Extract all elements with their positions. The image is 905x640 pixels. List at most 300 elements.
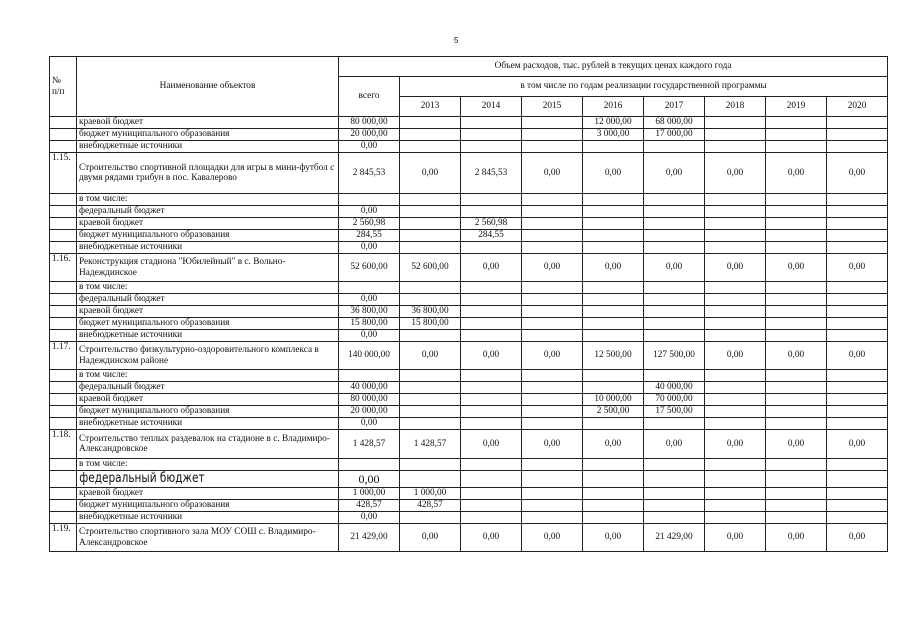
year-amount: 0,00 [461,254,522,282]
year-amount [522,330,583,342]
year-amount: 1 000,00 [400,488,461,500]
year-amount [766,294,827,306]
year-amount [522,382,583,394]
total-amount: 0,00 [339,471,400,488]
row-number [50,370,77,382]
table-row [50,117,888,129]
year-amount [827,117,888,129]
year-amount [522,488,583,500]
year-amount [644,141,705,153]
year-amount [583,194,644,206]
year-amount [461,318,522,330]
object-name: бюджет муниципального образования [77,129,339,141]
object-name: бюджет муниципального образования [77,500,339,512]
year-amount [522,141,583,153]
year-amount [400,471,461,488]
year-amount [583,141,644,153]
year-amount [644,306,705,318]
year-amount [522,282,583,294]
year-amount [644,330,705,342]
year-amount [400,206,461,218]
year-amount [827,394,888,406]
year-amount [461,141,522,153]
year-amount: 12 500,00 [583,342,644,370]
year-amount [461,194,522,206]
row-number: 1.19. [50,524,77,552]
table-row [50,370,888,382]
year-amount [400,330,461,342]
table-row [50,194,888,206]
total-amount: 0,00 [339,294,400,306]
year-amount: 0,00 [644,254,705,282]
table-row [50,418,888,430]
row-number [50,117,77,129]
total-amount: 15 800,00 [339,318,400,330]
year-amount: 0,00 [583,430,644,459]
total-amount: 2 560,98 [339,218,400,230]
year-amount: 3 000,00 [583,129,644,141]
row-number [50,206,77,218]
year-amount [522,471,583,488]
year-amount [705,117,766,129]
header-year: 2013 [400,97,461,117]
object-name: внебюджетные источники [77,242,339,254]
year-amount [705,418,766,430]
total-amount: 428,57 [339,500,400,512]
row-number [50,459,77,471]
year-amount: 0,00 [766,342,827,370]
year-amount [583,459,644,471]
year-amount [522,206,583,218]
year-amount [400,512,461,524]
object-name: федеральный бюджет [77,294,339,306]
year-amount [766,242,827,254]
year-amount [705,512,766,524]
object-name: внебюджетные источники [77,512,339,524]
year-amount [400,394,461,406]
year-amount: 12 000,00 [583,117,644,129]
year-amount: 0,00 [400,342,461,370]
row-number [50,129,77,141]
year-amount: 0,00 [522,342,583,370]
year-amount [522,129,583,141]
year-amount [583,471,644,488]
year-amount [583,242,644,254]
year-amount [522,242,583,254]
year-amount [522,418,583,430]
year-amount [583,282,644,294]
row-number [50,406,77,418]
year-amount: 0,00 [766,524,827,552]
year-amount [400,230,461,242]
table-row [50,459,888,471]
year-amount [705,330,766,342]
year-amount: 1 428,57 [400,430,461,459]
year-amount: 68 000,00 [644,117,705,129]
table-row [50,254,888,282]
year-amount [827,500,888,512]
year-amount [705,282,766,294]
object-name: краевой бюджет [77,117,339,129]
year-amount [766,206,827,218]
year-amount [827,406,888,418]
table-row [50,129,888,141]
total-amount: 36 800,00 [339,306,400,318]
year-amount [400,194,461,206]
year-amount [461,459,522,471]
year-amount: 17 500,00 [644,406,705,418]
year-amount [705,218,766,230]
row-number [50,330,77,342]
year-amount: 0,00 [766,430,827,459]
year-amount [766,306,827,318]
object-name: Строительство спортивного зала МОУ СОШ с. Владимиро-Александровское [77,524,339,552]
total-amount: 20 000,00 [339,129,400,141]
table-row [50,330,888,342]
year-amount [583,306,644,318]
row-number [50,512,77,524]
year-amount [461,294,522,306]
object-name: в том числе: [77,370,339,382]
year-amount [400,129,461,141]
table-row [50,218,888,230]
year-amount: 0,00 [522,254,583,282]
total-amount: 0,00 [339,206,400,218]
table-row [50,153,888,194]
year-amount [644,370,705,382]
year-amount [644,488,705,500]
table-row [50,242,888,254]
table-row [50,471,888,488]
year-amount [644,471,705,488]
year-amount [461,330,522,342]
row-number [50,500,77,512]
object-name: внебюджетные источники [77,141,339,153]
year-amount [522,512,583,524]
table-row [50,141,888,153]
year-amount [583,330,644,342]
year-amount [766,512,827,524]
year-amount: 2 500,00 [583,406,644,418]
total-amount: 80 000,00 [339,117,400,129]
year-amount [583,230,644,242]
object-name: внебюджетные источники [77,418,339,430]
year-amount [461,282,522,294]
object-name: Строительство физкультурно-оздоровительного комплекса в Надеждинском районе [77,342,339,370]
year-amount [400,242,461,254]
total-amount: 1 000,00 [339,488,400,500]
year-amount [705,306,766,318]
year-amount [827,242,888,254]
year-amount [705,459,766,471]
year-amount: 0,00 [705,153,766,194]
year-amount [461,488,522,500]
table-row [50,512,888,524]
year-amount [522,370,583,382]
year-amount [766,370,827,382]
year-amount [827,459,888,471]
row-number [50,394,77,406]
year-amount [522,394,583,406]
year-amount [461,512,522,524]
year-amount [766,141,827,153]
table-row [50,488,888,500]
year-amount [705,129,766,141]
total-amount: 2 845,53 [339,153,400,194]
year-amount: 0,00 [705,342,766,370]
row-number [50,382,77,394]
year-amount [583,294,644,306]
year-amount [461,370,522,382]
year-amount [766,382,827,394]
year-amount: 0,00 [827,254,888,282]
year-amount: 70 000,00 [644,394,705,406]
year-amount [705,318,766,330]
year-amount: 40 000,00 [644,382,705,394]
year-amount [705,406,766,418]
row-number [50,230,77,242]
year-amount [583,488,644,500]
year-amount [400,459,461,471]
year-amount [827,382,888,394]
year-amount: 0,00 [705,524,766,552]
year-amount [705,500,766,512]
table-body [50,117,888,552]
year-amount: 0,00 [827,430,888,459]
total-amount: 0,00 [339,141,400,153]
year-amount: 0,00 [461,430,522,459]
total-amount [339,459,400,471]
year-amount [461,418,522,430]
year-amount [400,141,461,153]
year-amount [827,330,888,342]
year-amount: 284,55 [461,230,522,242]
year-amount: 0,00 [522,524,583,552]
year-amount [766,230,827,242]
object-name: внебюджетные источники [77,330,339,342]
year-amount: 36 800,00 [400,306,461,318]
year-amount [766,500,827,512]
total-amount: 52 600,00 [339,254,400,282]
object-name: бюджет муниципального образования [77,406,339,418]
year-amount: 0,00 [522,430,583,459]
row-number [50,141,77,153]
year-amount [644,418,705,430]
year-amount: 0,00 [644,153,705,194]
year-amount [461,242,522,254]
year-amount: 0,00 [827,342,888,370]
year-amount: 428,57 [400,500,461,512]
year-amount: 0,00 [766,254,827,282]
year-amount [827,318,888,330]
header-year: 2019 [766,97,827,117]
year-amount [827,230,888,242]
row-number [50,218,77,230]
year-amount [400,282,461,294]
year-amount [827,306,888,318]
year-amount [827,370,888,382]
year-amount [644,294,705,306]
year-amount [644,218,705,230]
year-amount: 21 429,00 [644,524,705,552]
year-amount [583,218,644,230]
year-amount [522,459,583,471]
year-amount [400,294,461,306]
total-amount [339,194,400,206]
year-amount [522,306,583,318]
year-amount [400,406,461,418]
header-expenditure-group: Объем расходов, тыс. рублей в текущих ценах каждого года [339,57,888,77]
year-amount [461,406,522,418]
year-amount [705,382,766,394]
table-row [50,382,888,394]
row-number [50,294,77,306]
year-amount: 0,00 [583,153,644,194]
year-amount [522,500,583,512]
year-amount [644,318,705,330]
year-amount [461,500,522,512]
year-amount [461,394,522,406]
total-amount [339,282,400,294]
year-amount: 0,00 [583,254,644,282]
object-name: федеральный бюджет [77,471,313,488]
year-amount [522,230,583,242]
year-amount [522,218,583,230]
row-number: 1.15. [50,153,77,194]
year-amount [705,230,766,242]
page-number: 5 [454,36,459,45]
table-row [50,342,888,370]
year-amount [766,418,827,430]
total-amount: 40 000,00 [339,382,400,394]
total-amount: 0,00 [339,418,400,430]
object-name: федеральный бюджет [77,382,339,394]
year-amount [461,117,522,129]
year-amount [766,459,827,471]
year-amount [766,330,827,342]
header-year: 2015 [522,97,583,117]
year-amount [400,382,461,394]
year-amount: 0,00 [644,430,705,459]
year-amount [644,459,705,471]
year-amount [766,318,827,330]
year-amount [583,318,644,330]
year-amount [522,294,583,306]
year-amount [583,500,644,512]
year-amount [827,218,888,230]
row-number [50,471,77,488]
total-amount: 1 428,57 [339,430,400,459]
row-number [50,282,77,294]
table-row [50,524,888,552]
year-amount: 52 600,00 [400,254,461,282]
year-amount: 0,00 [400,153,461,194]
year-amount [583,418,644,430]
object-name: краевой бюджет [77,394,339,406]
table-row [50,230,888,242]
year-amount [400,117,461,129]
header-object-name: Наименование объектов [77,57,339,117]
year-amount [766,406,827,418]
total-amount: 0,00 [339,330,400,342]
year-amount [522,406,583,418]
year-amount [766,471,827,488]
object-name: Строительство спортивной площадки для игры в мини-футбол с двумя рядами трибун в пос. Кавалерово [77,153,339,194]
year-amount: 0,00 [766,153,827,194]
table-row [50,206,888,218]
object-name: федеральный бюджет [77,206,339,218]
year-amount: 2 845,53 [461,153,522,194]
expenditure-table [49,56,888,552]
year-amount [583,382,644,394]
year-amount [766,194,827,206]
year-amount [461,382,522,394]
object-name: Строительство теплых раздевалок на стадионе в с. Владимиро-Александровское [77,430,339,459]
year-amount [705,488,766,500]
year-amount [766,488,827,500]
row-number [50,194,77,206]
header-years-group: в том числе по годам реализации государственной программы [400,77,888,97]
year-amount [705,370,766,382]
year-amount [644,500,705,512]
year-amount: 17 000,00 [644,129,705,141]
total-amount: 0,00 [339,242,400,254]
table-header [50,57,888,117]
year-amount: 0,00 [461,524,522,552]
year-amount: 0,00 [705,254,766,282]
year-amount: 0,00 [827,524,888,552]
year-amount [644,512,705,524]
total-amount: 80 000,00 [339,394,400,406]
header-year: 2016 [583,97,644,117]
row-number [50,242,77,254]
total-amount: 284,55 [339,230,400,242]
object-name: краевой бюджет [77,488,339,500]
year-amount [705,141,766,153]
row-number [50,418,77,430]
year-amount [766,117,827,129]
year-amount [461,306,522,318]
table-row [50,306,888,318]
year-amount [705,394,766,406]
year-amount [827,129,888,141]
year-amount [583,512,644,524]
row-number: 1.16. [50,254,77,282]
total-amount: 20 000,00 [339,406,400,418]
row-number [50,318,77,330]
year-amount: 2 560,98 [461,218,522,230]
year-amount: 0,00 [705,430,766,459]
year-amount [522,117,583,129]
year-amount [766,282,827,294]
total-amount: 0,00 [339,512,400,524]
year-amount [400,370,461,382]
year-amount [827,471,888,488]
table-row [50,500,888,512]
year-amount [461,129,522,141]
table-row [50,406,888,418]
year-amount: 127 500,00 [644,342,705,370]
total-amount: 140 000,00 [339,342,400,370]
year-amount [827,294,888,306]
object-name: бюджет муниципального образования [77,318,339,330]
year-amount: 0,00 [522,153,583,194]
object-name: краевой бюджет [77,306,339,318]
year-amount [583,206,644,218]
year-amount [583,370,644,382]
year-amount [705,471,766,488]
year-amount [705,294,766,306]
